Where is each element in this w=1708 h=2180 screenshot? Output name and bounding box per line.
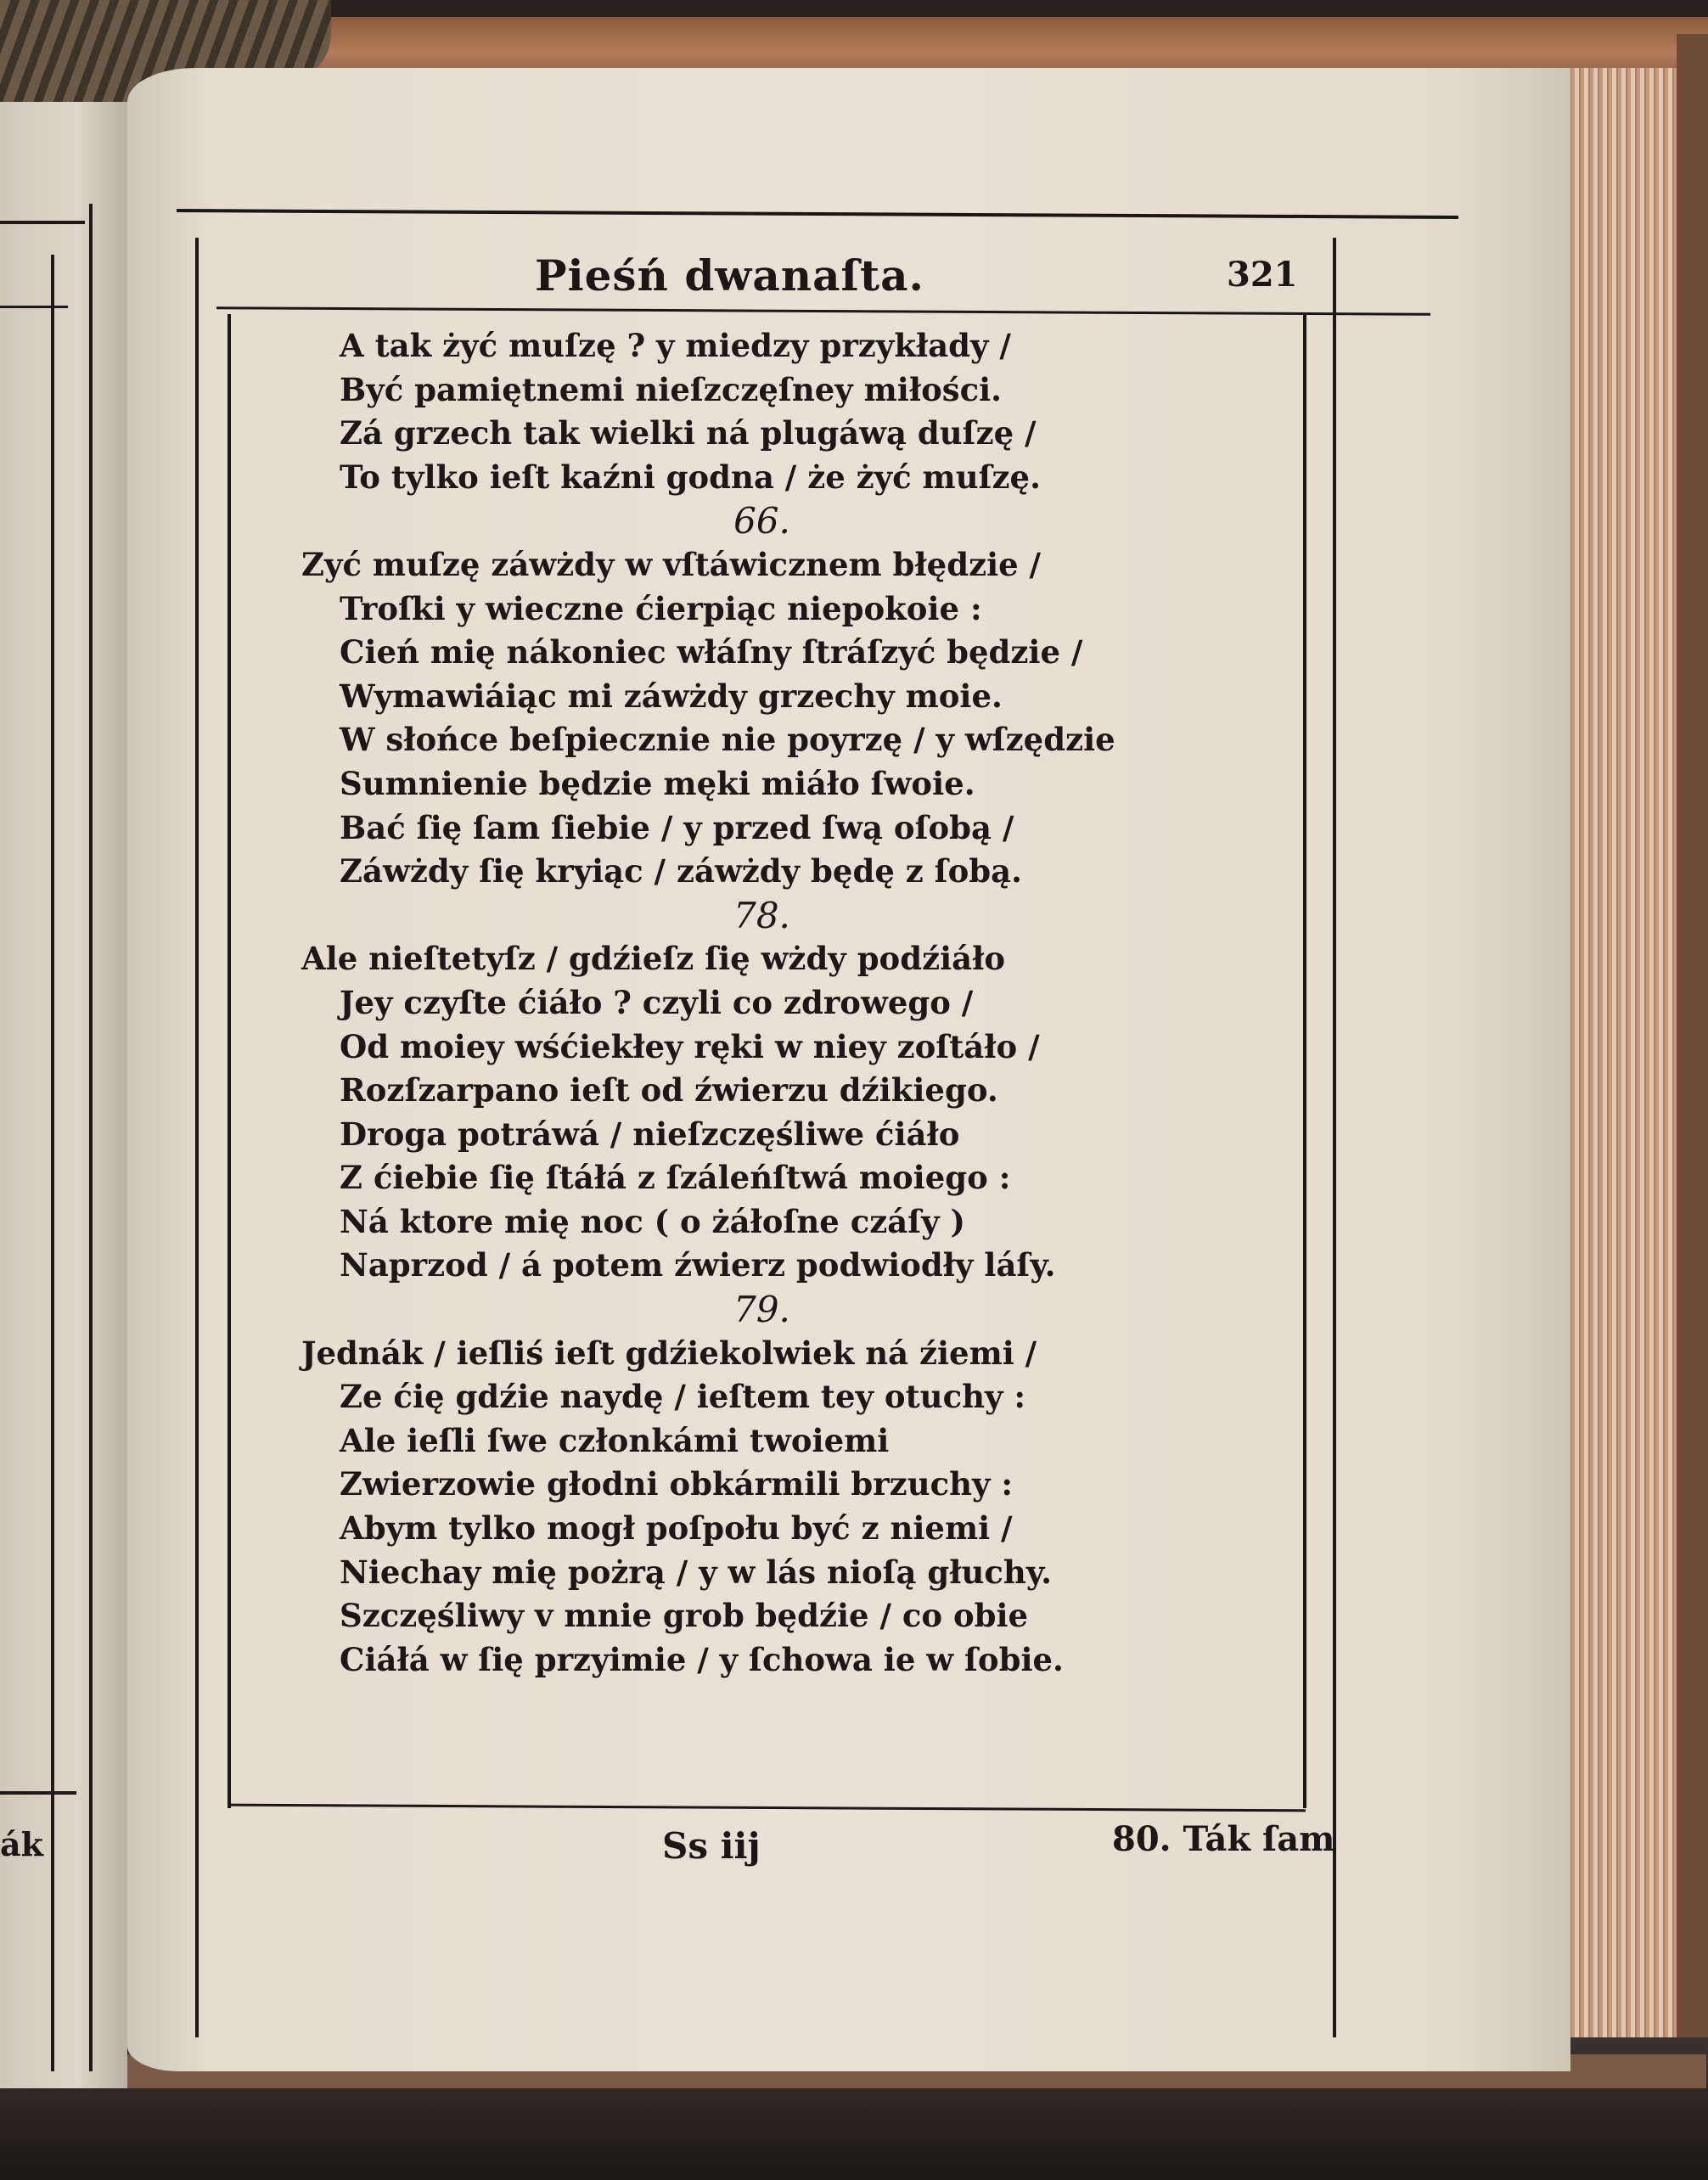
verse-line: A tak żyć muſzę ? y miedzy przykłady / [340,327,1011,364]
frame-rule-right-outer [1333,238,1336,2037]
verse-line: Jednák / ieſliś ieſt gdźiekolwiek ná źiemi / [301,1334,1037,1372]
verse-line: Rozſzarpano ieſt od źwierzu dźikiego. [340,1071,998,1110]
left-page-rule [0,1791,76,1795]
verse-line: Ná ktore mię noc ( o żáłoſne czáſy ) [340,1202,966,1240]
verse-line: W słońce beſpiecznie nie poyrzę / y wſzędzie [340,721,1115,759]
verse-line: Bać ſię ſam ſiebie / y przed ſwą oſobą / [340,808,1014,846]
catchword: 80. Ták ſam [1112,1819,1335,1859]
frame-rule-bottom [228,1804,1306,1812]
verse-line: Sumnienie będzie męki miáło ſwoie. [340,764,975,802]
verse-line: Zwierzowie głodni obkármili brzuchy : [340,1465,1014,1503]
stanza-number: 79. [733,1289,790,1331]
verse-line: Zyć muſzę záwżdy w vſtáwicznem błędzie / [301,545,1042,583]
verse-line: Droga potráwá / nieſzczęśliwe ćiáło [340,1115,960,1153]
verse-line: Ale nieſtetyſz / gdźieſz ſię wżdy podźiáło [301,940,1006,978]
left-page-rule [0,221,85,224]
verse-line: To tylko ieſt kaźni godna / że żyć muſzę. [340,458,1041,496]
verse-line: Záwżdy ſię kryiąc / záwżdy będę z ſobą. [340,852,1022,891]
left-page-rule [89,204,93,2071]
frame-rule-under-head [216,306,1430,315]
verse-line: Naprzod / á potem źwierz podwiodły láſy. [340,1246,1056,1284]
frame-rule-top [177,209,1458,219]
left-page-catchword: ák [0,1825,43,1863]
stanza-number: 78. [733,894,790,936]
left-page-rule [51,255,54,2071]
verse-line: Abym tylko mogł poſpołu być z niemi / [340,1509,1013,1548]
verse-line: Niechay mię pożrą / y w lás nioſą głuchy. [340,1553,1052,1591]
signature-mark: Ss iij [662,1825,761,1867]
verse-line: Z ćiebie ſię ſtáłá z ſzáleńſtwá moiego : [340,1159,1011,1197]
verse-line: Cień mię nákoniec włáſny ſtráſzyć będzie / [340,633,1083,671]
left-page [0,51,127,2088]
verse-line: Ze ćię gdźie naydę / ieſtem tey otuchy : [340,1378,1026,1416]
verse-line: Ale ieſli ſwe członkámi twoiemi [340,1421,890,1459]
running-head: Pieśń dwanaſta. [535,250,924,301]
page-number: 321 [1227,255,1298,295]
stanza-number: 66. [733,500,790,542]
verse-line: Ciáłá w ſię przyimie / y ſchowa ie w ſobie. [340,1640,1064,1678]
verse-line: Być pamiętnemi nieſzczęſney miłości. [340,370,1003,408]
left-page-rule [0,306,68,308]
verse-line: Wymawiáiąc mi záwżdy grzechy moie. [340,677,1003,715]
poem-text [301,324,1303,1682]
verse-line: Zá grzech tak wielki ná plugáwą duſzę / [340,414,1037,452]
frame-rule-left-outer [195,238,199,2037]
frame-rule-right-inner [1303,314,1306,1808]
verse-line: Jey czyſte ćiáło ? czyli co zdrowego / [340,983,974,1021]
verse-line: Szczęśliwy v mnie grob będźie / co obie [340,1597,1029,1635]
verse-line: Troſki y wieczne ćierpiąc niepokoie : [340,589,982,627]
verse-line: Od moiey wśćiekłey ręki w niey zoſtáło / [340,1027,1040,1065]
frame-rule-left-inner [228,314,231,1808]
book-cover-right [1677,34,1708,2114]
